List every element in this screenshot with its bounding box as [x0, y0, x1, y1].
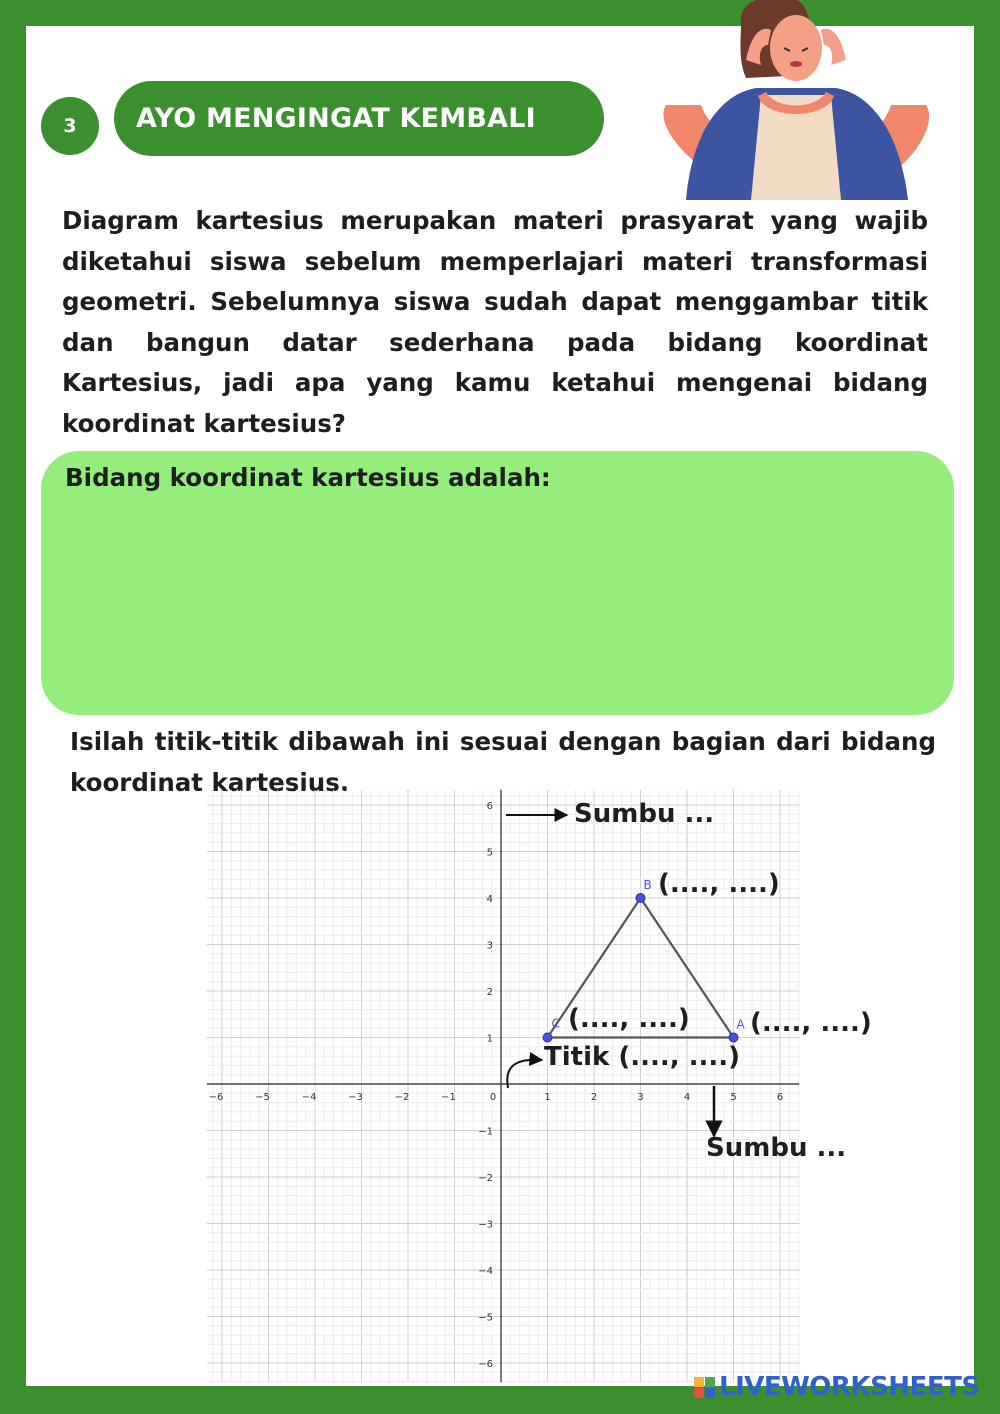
liveworksheets-logo-icon	[694, 1377, 715, 1398]
x-axis-label[interactable]: Sumbu ...	[706, 1133, 847, 1163]
y-tick-label: 3	[486, 940, 493, 952]
point-a	[729, 1033, 738, 1042]
intro-paragraph: Diagram kartesius merupakan materi prasyarat yang wajib diketahui siswa sebelum memperlajari materi transformasi geometri. Sebelumnya siswa sudah dapat menggambar titik dan bangun datar sederhana pada bidang koordinat Kartesius, jadi apa yang kamu ketahui mengenai bidang koordinat kartesius?	[62, 206, 928, 438]
x-tick-label: 6	[776, 1092, 784, 1103]
y-tick-label: 5	[486, 847, 493, 859]
point-a-label[interactable]: (...., ....)	[750, 1008, 872, 1038]
x-tick-label: 4	[683, 1092, 691, 1103]
x-tick-label: 0	[489, 1092, 497, 1103]
origin-label[interactable]: Titik (...., ....)	[544, 1042, 741, 1072]
y-tick-label: 6	[486, 801, 493, 812]
y-tick-label: −5	[478, 1312, 493, 1324]
instruction-paragraph: Isilah titik-titik dibawah ini sesuai dengan bagian dari bidang koordinat kartesius.	[70, 727, 936, 797]
y-tick-label: −3	[478, 1219, 493, 1231]
point-b-name: B	[643, 878, 652, 892]
y-axis-label[interactable]: Sumbu ...	[574, 799, 715, 829]
x-tick-label: −1	[441, 1092, 456, 1103]
point-a-name: A	[736, 1017, 745, 1032]
point-c-label[interactable]: (...., ....)	[568, 1004, 690, 1034]
y-tick-label: 1	[486, 1033, 493, 1045]
x-tick-label: −5	[255, 1092, 270, 1103]
worksheet-page	[26, 26, 980, 1402]
y-tick-label: −1	[478, 1126, 493, 1138]
x-tick-label: −4	[301, 1092, 317, 1103]
y-tick-label: −6	[478, 1359, 493, 1370]
point-b-label[interactable]: (...., ....)	[658, 869, 780, 899]
point-c	[543, 1033, 552, 1042]
x-tick-label: 5	[730, 1092, 737, 1103]
x-tick-label: 3	[637, 1092, 644, 1103]
x-tick-label: −3	[348, 1092, 363, 1103]
x-tick-label: −2	[394, 1092, 410, 1103]
y-tick-label: 4	[486, 894, 493, 905]
x-tick-label: −6	[208, 1092, 224, 1103]
y-tick-label: −4	[478, 1266, 493, 1277]
y-tick-label: −2	[478, 1173, 493, 1184]
section-title: AYO MENGINGAT KEMBALI	[136, 103, 536, 134]
y-tick-label: 2	[486, 987, 493, 998]
liveworksheets-watermark	[694, 1372, 980, 1402]
point-c-name: C	[551, 1016, 560, 1031]
cartesian-graph	[26, 26, 974, 1386]
answer-label: Bidang koordinat kartesius adalah:	[65, 463, 551, 492]
point-b	[636, 894, 645, 903]
x-tick-label: 1	[544, 1092, 551, 1103]
section-number-badge: 3	[41, 97, 99, 155]
x-tick-label: 2	[590, 1092, 598, 1103]
watermark-text: LIVEWORKSHEETS	[719, 1372, 980, 1402]
